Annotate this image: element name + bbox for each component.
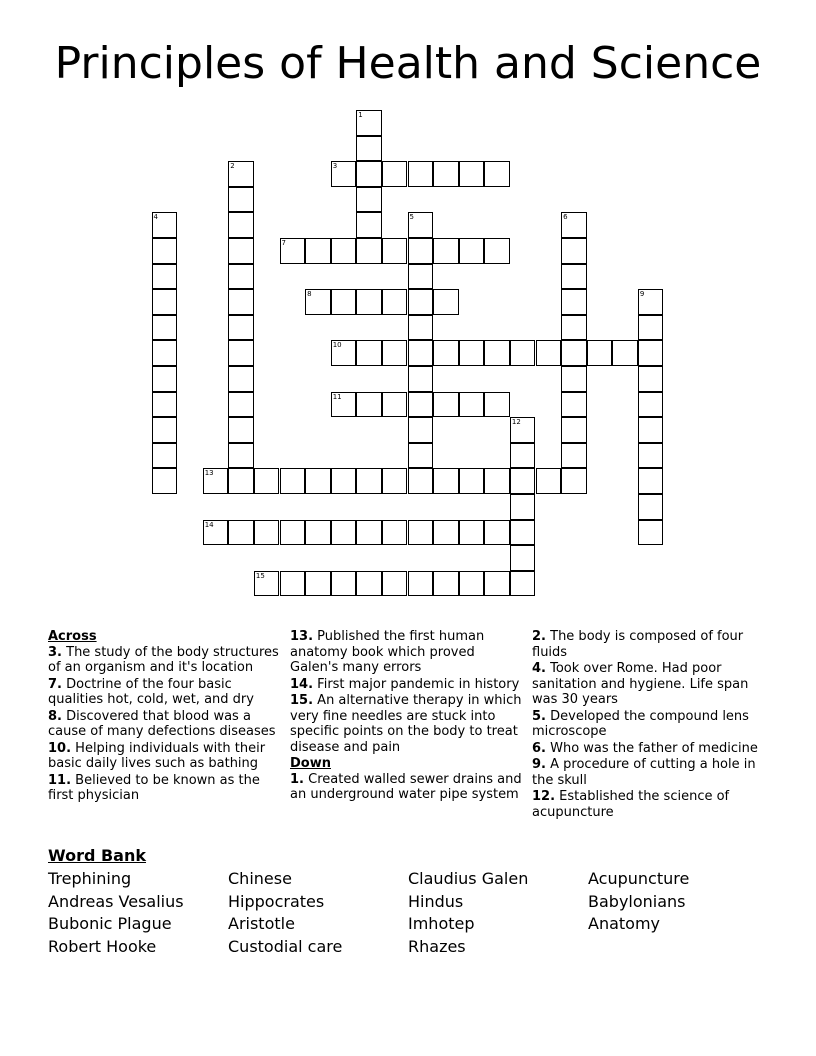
grid-cell[interactable] [152, 212, 178, 238]
grid-cell[interactable] [510, 468, 536, 494]
grid-cell[interactable] [638, 443, 664, 469]
grid-cell[interactable] [356, 392, 382, 418]
grid-cell[interactable] [356, 571, 382, 597]
grid-cell[interactable] [356, 520, 382, 546]
grid-cell[interactable] [152, 417, 178, 443]
grid-cell[interactable] [561, 443, 587, 469]
grid-cell[interactable] [638, 520, 664, 546]
cell-number: 15 [255, 571, 265, 580]
word-bank-item: Hindus [408, 891, 464, 911]
grid-cell[interactable] [408, 571, 434, 597]
word-bank [48, 868, 788, 958]
grid-cell[interactable] [408, 366, 434, 392]
grid-cell[interactable] [152, 238, 178, 264]
grid-cell[interactable] [484, 468, 510, 494]
grid-cell[interactable] [331, 161, 357, 187]
word-bank-item: Anatomy [588, 914, 661, 933]
grid-cell[interactable] [152, 264, 178, 290]
grid-cell[interactable] [536, 468, 562, 494]
grid-cell[interactable] [382, 161, 408, 187]
word-bank-item: Chinese [228, 869, 292, 888]
grid-cell[interactable] [408, 212, 434, 238]
grid-cell[interactable] [152, 468, 178, 494]
grid-cell[interactable] [638, 468, 664, 494]
cell-number: 14 [204, 520, 214, 529]
grid-cell[interactable] [510, 545, 536, 571]
grid-cell[interactable] [331, 340, 357, 366]
grid-cell[interactable] [459, 238, 485, 264]
clue-down-4: 4. Took over Rome. Had poor sanitation and hygiene. Life span was 30 years [532, 661, 749, 707]
grid-cell[interactable] [382, 238, 408, 264]
grid-cell[interactable] [433, 392, 459, 418]
grid-cell[interactable] [561, 417, 587, 443]
grid-cell[interactable] [433, 161, 459, 187]
word-bank-item: Acupuncture [588, 869, 690, 888]
grid-cell[interactable] [331, 392, 357, 418]
grid-cell[interactable] [638, 289, 664, 315]
grid-cell[interactable] [356, 238, 382, 264]
cell-number: 7 [281, 239, 286, 247]
grid-cell[interactable] [152, 289, 178, 315]
word-bank-item: Andreas Vesalius [48, 891, 184, 911]
puzzle-title: Principles of Health and Science [54, 38, 762, 89]
grid-cell[interactable] [228, 340, 254, 366]
grid-cell[interactable] [228, 366, 254, 392]
grid-cell[interactable] [356, 212, 382, 238]
clues-column-3 [532, 629, 762, 821]
word-bank-item: Robert Hooke [48, 936, 157, 956]
grid-cell[interactable] [638, 340, 664, 366]
grid-cell[interactable] [408, 340, 434, 366]
grid-cell[interactable] [382, 289, 408, 315]
word-bank-item: Rhazes [408, 936, 466, 956]
grid-cell[interactable] [254, 571, 280, 597]
grid-cell[interactable] [203, 468, 229, 494]
grid-cell[interactable] [510, 520, 536, 546]
grid-cell[interactable] [280, 520, 306, 546]
grid-cell[interactable] [408, 238, 434, 264]
cell-number: 10 [332, 341, 342, 350]
grid-cell[interactable] [152, 392, 178, 418]
grid-cell[interactable] [484, 161, 510, 187]
clue-down-12: 12. Established the science of acupuncture [532, 789, 730, 820]
grid-cell[interactable] [331, 571, 357, 597]
grid-cell[interactable] [408, 392, 434, 418]
grid-cell[interactable] [459, 392, 485, 418]
grid-cell[interactable] [459, 161, 485, 187]
grid-cell[interactable] [152, 315, 178, 341]
grid-cell[interactable] [484, 520, 510, 546]
across-heading: Across [48, 629, 97, 644]
grid-cell[interactable] [331, 468, 357, 494]
word-bank-item: Custodial care [228, 936, 343, 956]
grid-cell[interactable] [408, 315, 434, 341]
grid-cell[interactable] [228, 212, 254, 238]
clue-down-1: 1. Created walled sewer drains and an underground water pipe system [290, 771, 522, 802]
grid-cell[interactable] [484, 571, 510, 597]
clue-down-5: 5. Developed the compound lens microscope [532, 708, 749, 739]
grid-cell[interactable] [484, 340, 510, 366]
grid-cell[interactable] [561, 392, 587, 418]
grid-cell[interactable] [305, 520, 331, 546]
grid-cell[interactable] [280, 468, 306, 494]
down-heading: Down [290, 756, 331, 771]
word-bank-item: Hippocrates [228, 891, 325, 911]
grid-cell[interactable] [638, 494, 664, 520]
clue-across-14: 14. First major pandemic in history [290, 676, 520, 692]
grid-cell[interactable] [638, 417, 664, 443]
word-bank-item: Claudius Galen [408, 869, 529, 888]
grid-cell[interactable] [510, 571, 536, 597]
grid-cell[interactable] [408, 443, 434, 469]
grid-cell[interactable] [408, 264, 434, 290]
clue-down-9: 9. A procedure of cutting a hole in the skull [532, 757, 756, 788]
cell-number: 8 [307, 290, 312, 299]
grid-cell[interactable] [152, 340, 178, 366]
cell-number: 13 [204, 469, 214, 478]
clue-across-10: 10. Helping individuals with their basic daily lives such as bathing [48, 740, 266, 771]
grid-cell[interactable] [305, 238, 331, 264]
grid-cell[interactable] [433, 571, 459, 597]
grid-cell[interactable] [280, 238, 306, 264]
word-bank-title: Word Bank [48, 846, 147, 865]
grid-cell[interactable] [638, 315, 664, 341]
grid-cell[interactable] [510, 443, 536, 469]
word-bank-item: Bubonic Plague [48, 914, 172, 933]
word-bank-item: Aristotle [228, 914, 295, 933]
grid-cell[interactable] [408, 161, 434, 187]
grid-cell[interactable] [459, 571, 485, 597]
grid-cell[interactable] [356, 187, 382, 213]
grid-cell[interactable] [356, 136, 382, 162]
word-bank-item: Babylonians [588, 891, 686, 911]
grid-cell[interactable] [561, 238, 587, 264]
grid-cell[interactable] [433, 289, 459, 315]
cell-number: 6 [563, 213, 568, 222]
grid-cell[interactable] [356, 161, 382, 187]
grid-cell[interactable] [228, 392, 254, 418]
cell-number: 12 [511, 418, 521, 427]
grid-cell[interactable] [484, 238, 510, 264]
grid-cell[interactable] [305, 289, 331, 315]
grid-cell[interactable] [152, 443, 178, 469]
grid-cell[interactable] [433, 468, 459, 494]
grid-cell[interactable] [638, 366, 664, 392]
grid-cell[interactable] [408, 520, 434, 546]
grid-cell[interactable] [356, 340, 382, 366]
grid-cell[interactable] [433, 238, 459, 264]
clue-across-15: 15. An alternative therapy in which very fine needles are stuck into specific points on the body to treat disease and pain [290, 693, 522, 755]
grid-cell[interactable] [382, 340, 408, 366]
word-bank-item: Imhotep [408, 914, 475, 933]
grid-cell[interactable] [408, 468, 434, 494]
grid-cell[interactable] [228, 161, 254, 187]
grid-cell[interactable] [280, 571, 306, 597]
cell-number: 2 [230, 162, 235, 171]
grid-cell[interactable] [510, 340, 536, 366]
grid-cell[interactable] [356, 289, 382, 315]
clue-down-6: 6. Who was the father of medicine [532, 740, 758, 756]
grid-cell[interactable] [408, 289, 434, 315]
grid-cell[interactable] [459, 520, 485, 546]
grid-cell[interactable] [510, 494, 536, 520]
cell-number: 9 [639, 290, 645, 299]
clue-across-11: 11. Believed to be known as the first physician [48, 772, 260, 803]
grid-cell[interactable] [305, 468, 331, 494]
grid-cell[interactable] [331, 520, 357, 546]
clues-column-2 [290, 629, 526, 804]
grid-cell[interactable] [536, 340, 562, 366]
grid-cell[interactable] [561, 264, 587, 290]
grid-cell[interactable] [152, 366, 178, 392]
clue-across-8: 8. Discovered that blood was a cause of many defections diseases [48, 708, 276, 739]
cell-number: 1 [358, 111, 363, 119]
grid-cell[interactable] [484, 392, 510, 418]
grid-cell[interactable] [561, 366, 587, 392]
cell-number: 4 [153, 213, 158, 222]
grid-cell[interactable] [228, 417, 254, 443]
grid-cell[interactable] [356, 468, 382, 494]
clue-across-7: 7. Doctrine of the four basic qualities hot, cold, wet, and dry [48, 676, 254, 707]
grid-cell[interactable] [587, 340, 613, 366]
grid-cell[interactable] [561, 315, 587, 341]
grid-cell[interactable] [382, 520, 408, 546]
grid-cell[interactable] [459, 340, 485, 366]
grid-cell[interactable] [382, 571, 408, 597]
grid-cell[interactable] [331, 238, 357, 264]
grid-cell[interactable] [305, 571, 331, 597]
grid-cell[interactable] [561, 212, 587, 238]
grid-cell[interactable] [356, 110, 382, 136]
clue-down-2: 2. The body is composed of four fluids [532, 629, 744, 660]
grid-cell[interactable] [561, 468, 587, 494]
clue-across-13: 13. Published the first human anatomy book which proved Galen's many errors [290, 629, 485, 675]
grid-cell[interactable] [382, 468, 408, 494]
grid-cell[interactable] [433, 340, 459, 366]
cell-number: 5 [409, 213, 414, 222]
grid-cell[interactable] [254, 520, 280, 546]
grid-cell[interactable] [228, 264, 254, 290]
grid-cell[interactable] [228, 468, 254, 494]
grid-cell[interactable] [433, 520, 459, 546]
word-bank-item: Trephining [48, 869, 132, 888]
cell-number: 11 [332, 392, 342, 401]
grid-cell[interactable] [331, 289, 357, 315]
grid-cell[interactable] [228, 443, 254, 469]
grid-cell[interactable] [254, 468, 280, 494]
grid-cell[interactable] [228, 520, 254, 546]
grid-cell[interactable] [408, 417, 434, 443]
grid-cell[interactable] [203, 520, 229, 546]
grid-cell[interactable] [228, 238, 254, 264]
cell-number: 3 [332, 162, 338, 171]
grid-cell[interactable] [561, 340, 587, 366]
clues-column-1 [48, 629, 283, 805]
grid-cell[interactable] [228, 315, 254, 341]
grid-cell[interactable] [382, 392, 408, 418]
grid-cell[interactable] [561, 289, 587, 315]
grid-cell[interactable] [612, 340, 638, 366]
grid-cell[interactable] [228, 187, 254, 213]
grid-cell[interactable] [510, 417, 536, 443]
clue-across-3: 3. The study of the body structures of an organism and it's location [48, 644, 279, 675]
grid-cell[interactable] [228, 289, 254, 315]
grid-cell[interactable] [638, 392, 664, 418]
grid-cell[interactable] [459, 468, 485, 494]
